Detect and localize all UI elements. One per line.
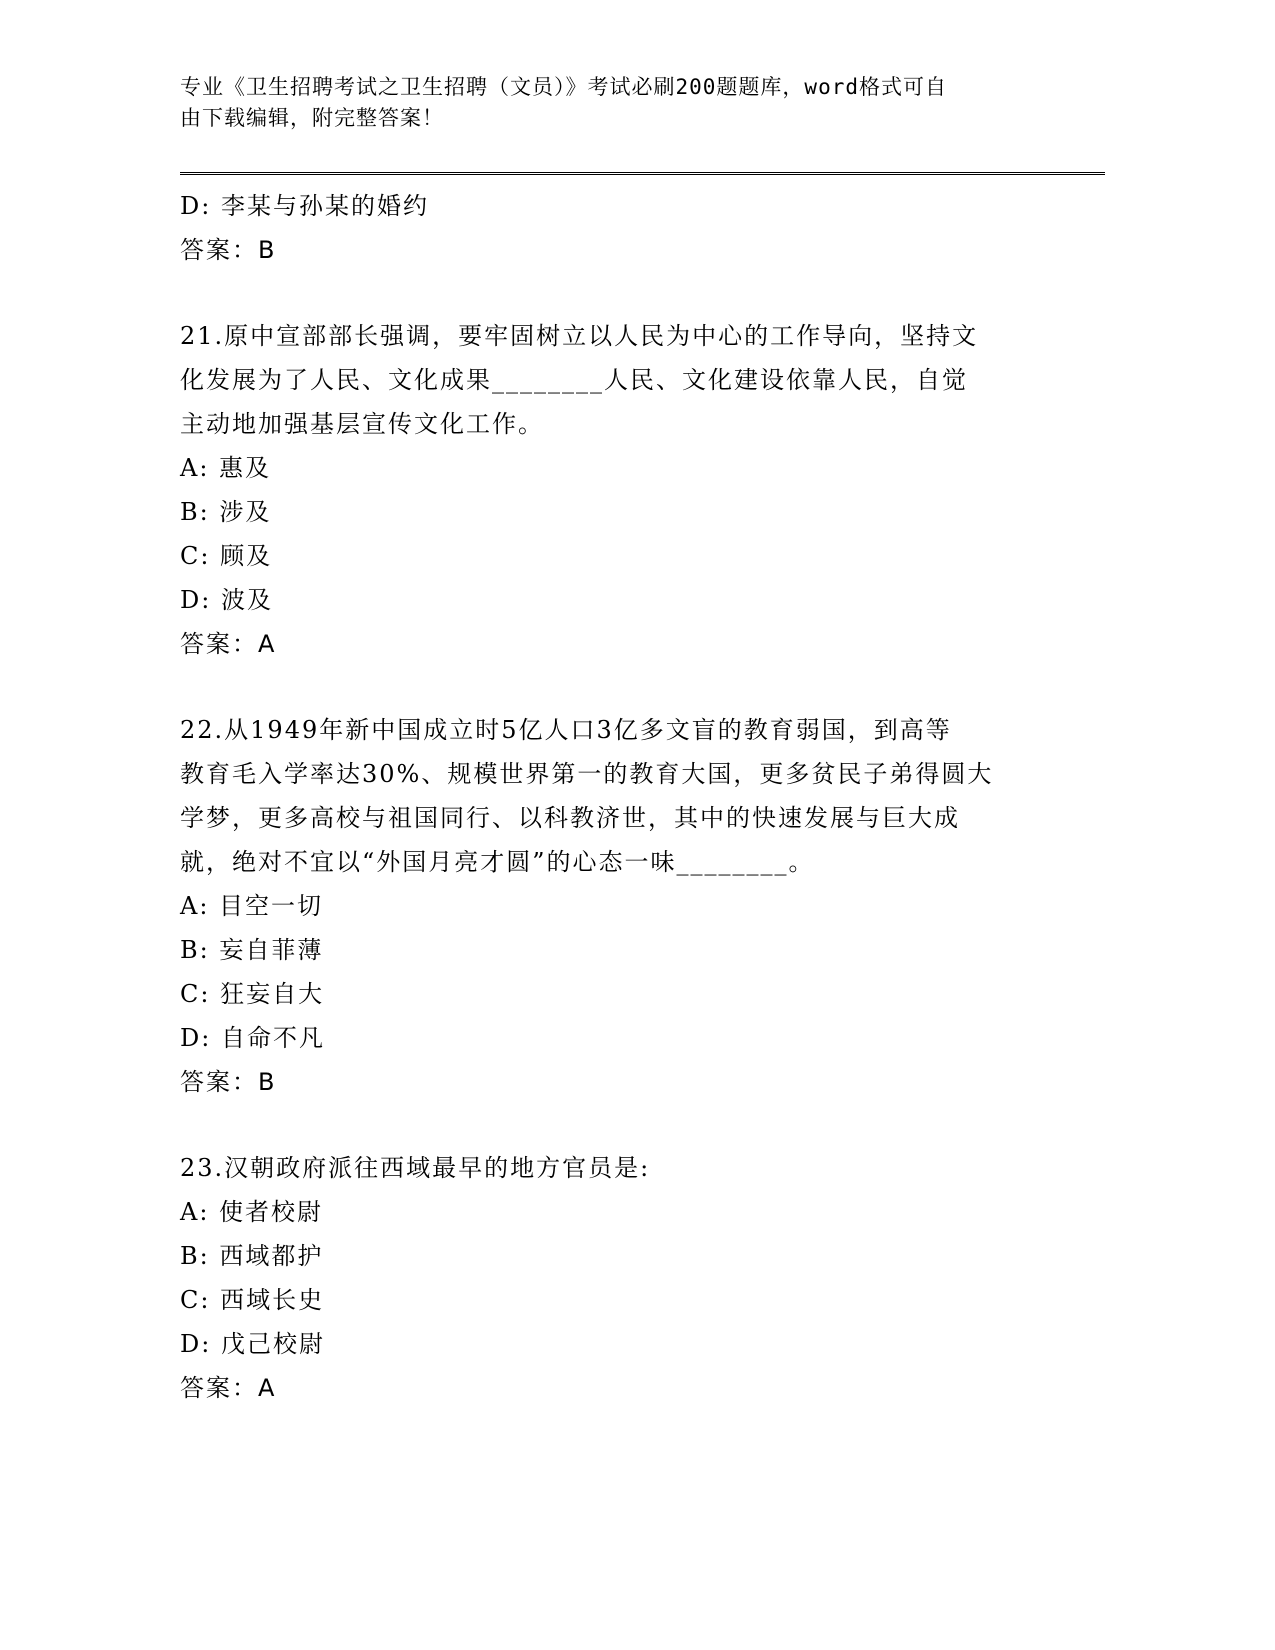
- spacer: [180, 666, 1060, 708]
- question-text-line: 23.汉朝政府派往西域最早的地方官员是:: [180, 1154, 651, 1182]
- header-line-1: 专业《卫生招聘考试之卫生招聘（文员）》考试必刷200题题库，word格式可自: [180, 75, 947, 99]
- header-line-2: 由下载编辑，附完整答案！: [180, 106, 444, 130]
- option-d: D: 自命不凡: [180, 1024, 325, 1052]
- option-d: D: 戊己校尉: [180, 1330, 325, 1358]
- option-c: C: 西域长史: [180, 1286, 325, 1314]
- page-header: [180, 72, 1060, 134]
- option-c: C: 顾及: [180, 542, 273, 570]
- option-a: A: 使者校尉: [180, 1198, 324, 1226]
- option-b: B: 西域都护: [180, 1242, 324, 1270]
- option-c: C: 狂妄自大: [180, 980, 325, 1008]
- question-text-line: 学梦，更多高校与祖国同行、以科教济世，其中的快速发展与巨大成: [180, 804, 960, 832]
- question-text-line: 就，绝对不宜以“外国月亮才圆”的心态一味________。: [180, 848, 815, 876]
- prev-answer: 答案：B: [180, 236, 277, 264]
- header-divider: [180, 172, 1105, 175]
- option-b: B: 妄自菲薄: [180, 936, 324, 964]
- question-23: [180, 1146, 1060, 1410]
- question-text-line: 主动地加强基层宣传文化工作。: [180, 410, 544, 438]
- question-21: [180, 314, 1060, 666]
- spacer: [180, 272, 1060, 314]
- question-text-line: 教育毛入学率达30%、规模世界第一的教育大国，更多贫民子弟得圆大: [180, 760, 994, 788]
- answer: 答案：A: [180, 630, 277, 658]
- option-a: A: 惠及: [180, 454, 272, 482]
- question-text-line: 22.从1949年新中国成立时5亿人口3亿多文盲的教育弱国，到高等: [180, 716, 952, 744]
- option-d: D: 波及: [180, 586, 273, 614]
- option-b: B: 涉及: [180, 498, 272, 526]
- question-text-line: 21.原中宣部部长强调，要牢固树立以人民为中心的工作导向，坚持文: [180, 322, 979, 350]
- question-22: [180, 708, 1060, 1104]
- answer: 答案：A: [180, 1374, 277, 1402]
- question-text-line: 化发展为了人民、文化成果________人民、文化建设依靠人民，自觉: [180, 366, 968, 394]
- spacer: [180, 1104, 1060, 1146]
- document-body: [180, 184, 1060, 1410]
- option-a: A: 目空一切: [180, 892, 324, 920]
- answer: 答案：B: [180, 1068, 277, 1096]
- prev-option-d: D: 李某与孙某的婚约: [180, 192, 429, 220]
